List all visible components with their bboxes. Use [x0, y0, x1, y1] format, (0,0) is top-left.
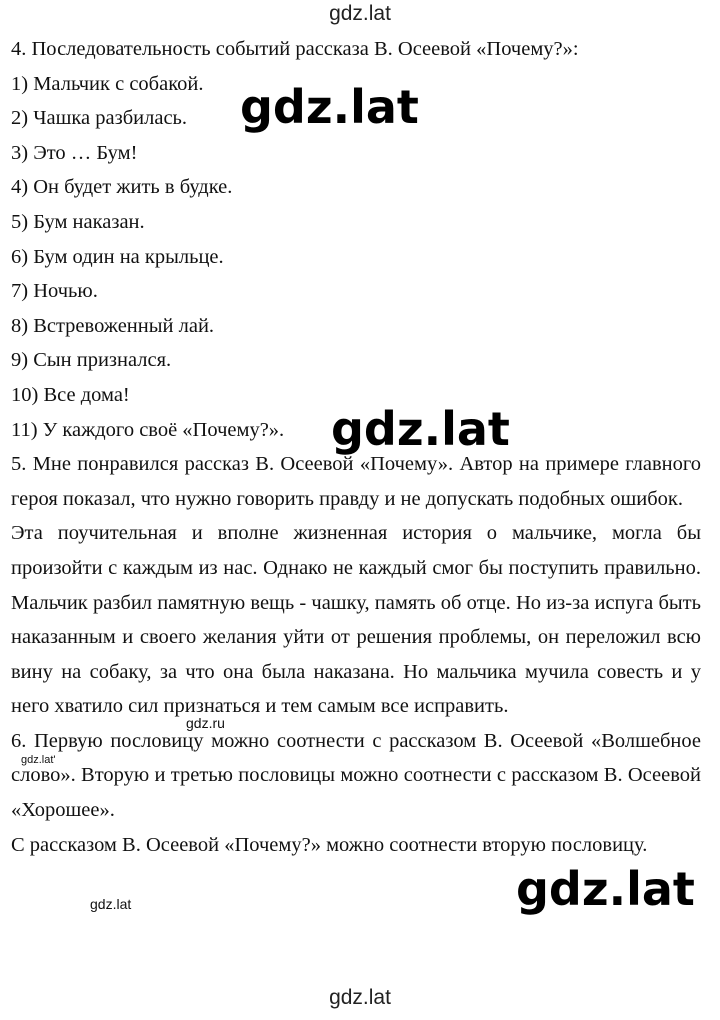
tiny-watermark: gdz.lat' [21, 754, 56, 766]
small-watermark: gdz.ru [186, 715, 225, 731]
list-item: 7) Ночью. [11, 280, 98, 303]
small-watermark: gdz.lat [90, 896, 132, 912]
task5-story-paragraph: Эта поучительная и вполне жизненная история о мальчике, могла бы произойти с каждым из нас. Однако не каждый смог бы поступить правильно. Мальчик разбил памятную вещь - чашку, память об отце. Но из-за испуга быть наказанным и своего желания уйти от решения проблемы, он переложил всю вину на собаку, за что она была наказана. Но мальчика мучила совесть и у него хватило сил признаться и тем самым все исправить. [11, 522, 701, 718]
list-item: 2) Чашка разбилась. [11, 107, 188, 130]
task4-heading: 4. Последовательность событий рассказа В. Осеевой «Почему?»: [11, 38, 579, 60]
list-item: 11) У каждого своё «Почему?». [11, 418, 285, 441]
list-item: 4) Он будет жить в будке. [11, 176, 233, 199]
list-item: 10) Все дома! [11, 383, 130, 406]
list-item: 8) Встревоженный лай. [11, 314, 215, 337]
task6-paragraph: 6. Первую пословицу можно соотнести с рассказом В. Осеевой «Волшебное слово». Вторую и третью пословицы можно соотнести с рассказом В. Осеевой «Хорошее». [11, 729, 701, 822]
list-item: 3) Это … Бум! [11, 141, 138, 164]
big-watermark: gdz.lat [240, 80, 419, 134]
big-watermark: gdz.lat [331, 402, 510, 456]
list-item: 5) Бум наказан. [11, 210, 145, 233]
list-item: 1) Мальчик с собакой. [11, 72, 204, 95]
list-item: 6) Бум один на крыльце. [11, 245, 224, 268]
footer-watermark: gdz.lat [329, 986, 391, 1009]
big-watermark: gdz.lat [516, 862, 695, 916]
header-watermark: gdz.lat [329, 2, 391, 25]
task5-paragraph: 5. Мне понравился рассказ В. Осеевой «Почему». Автор на примере главного героя показал, что нужно говорить правду и не допускать подобных ошибок. [11, 453, 701, 510]
task6-conclusion-paragraph: С рассказом В. Осеевой «Почему?» можно соотнести вторую пословицу. [11, 833, 648, 856]
list-item: 9) Сын признался. [11, 349, 172, 372]
